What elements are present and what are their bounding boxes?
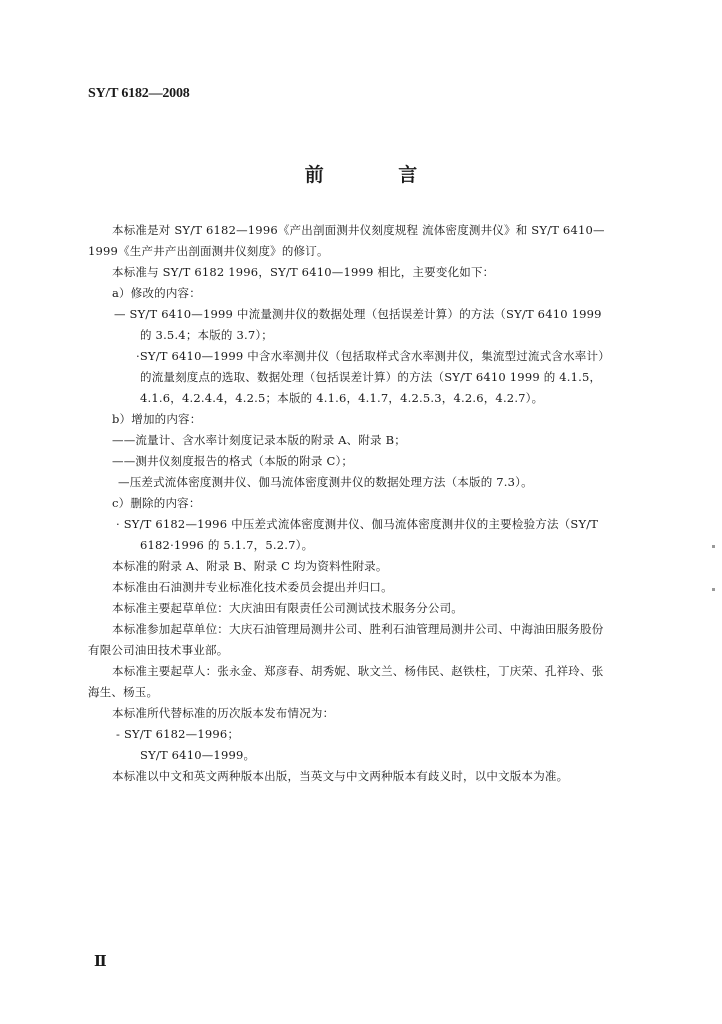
page-title: 前 言 xyxy=(304,164,452,186)
body-line: c）删除的内容： xyxy=(112,496,201,510)
body-line: 本标准主要起草人：张永金、郑彦春、胡秀妮、耿文兰、杨伟民、赵铁柱，丁庆荣、孔祥玲、张 xyxy=(112,664,604,678)
body-line: 的 3.5.4；本版的 3.7）； xyxy=(140,328,274,342)
body-line: ·SY/T 6410—1999 中含水率测井仪（包括取样式含水率测井仪，集流型过流式含水率计） xyxy=(136,349,610,363)
scan-speck xyxy=(712,588,715,591)
body-line: 1999《生产井产出剖面测井仪刻度》的修订。 xyxy=(88,244,329,258)
body-line: SY/T 6410—1999。 xyxy=(140,748,256,762)
body-line: ——流量计、含水率计刻度记录本版的附录 A、附录 B； xyxy=(112,433,406,447)
body-line: 本标准是对 SY/T 6182—1996《产出剖面测井仪刻度规程 流体密度测井仪》和 SY/T 6410— xyxy=(112,223,605,237)
body-line: b）增加的内容： xyxy=(112,412,202,426)
body-line: 本标准参加起草单位：大庆石油管理局测井公司、胜利石油管理局测井公司、中海油田服务股份 xyxy=(112,622,604,636)
page-number: Ⅱ xyxy=(94,954,107,970)
body-line: 的流量刻度点的选取、数据处理（包括误差计算）的方法（SY/T 6410 1999 的 4.1.5， xyxy=(140,370,602,384)
body-line: 本标准以中文和英文两种版本出版，当英文与中文两种版本有歧义时，以中文版本为准。 xyxy=(112,769,569,783)
body-line: 本标准的附录 A、附录 B、附录 C 均为资料性附录。 xyxy=(112,559,388,573)
body-line: 有限公司油田技术事业部。 xyxy=(88,643,229,657)
body-line: - SY/T 6182—1996； xyxy=(116,727,240,741)
body-line: 本标准与 SY/T 6182 1996，SY/T 6410—1999 相比，主要变化如下： xyxy=(112,265,495,279)
body-line: 本标准由石油测井专业标准化技术委员会提出并归口。 xyxy=(112,580,393,594)
body-line: 本标准所代替标准的历次版本发布情况为： xyxy=(112,706,335,720)
body-line: ——测井仪刻度报告的格式（本版的附录 C）； xyxy=(112,454,354,468)
body-line: 海生、杨玉。 xyxy=(88,685,159,699)
body-line: 4.1.6，4.2.4.4，4.2.5；本版的 4.1.6，4.1.7，4.2.5.3，4.2.6，4.2.7）。 xyxy=(140,391,544,405)
body-line: · SY/T 6182—1996 中压差式流体密度测井仪、伽马流体密度测井仪的主要检验方法（SY/T xyxy=(116,517,599,531)
standard-code: SY/T 6182—2008 xyxy=(88,86,190,101)
body-line: a）修改的内容： xyxy=(112,286,201,300)
body-line: 6182·1996 的 5.1.7，5.2.7）。 xyxy=(140,538,314,552)
body-line: —压差式流体密度测井仪、伽马流体密度测井仪的数据处理方法（本版的 7.3）。 xyxy=(118,475,533,489)
body-line: 本标准主要起草单位：大庆油田有限责任公司测试技术服务分公司。 xyxy=(112,601,463,615)
scan-speck xyxy=(712,545,715,548)
body-line: — SY/T 6410—1999 中流量测井仪的数据处理（包括误差计算）的方法（SY/T 6410 1999 xyxy=(114,307,602,321)
